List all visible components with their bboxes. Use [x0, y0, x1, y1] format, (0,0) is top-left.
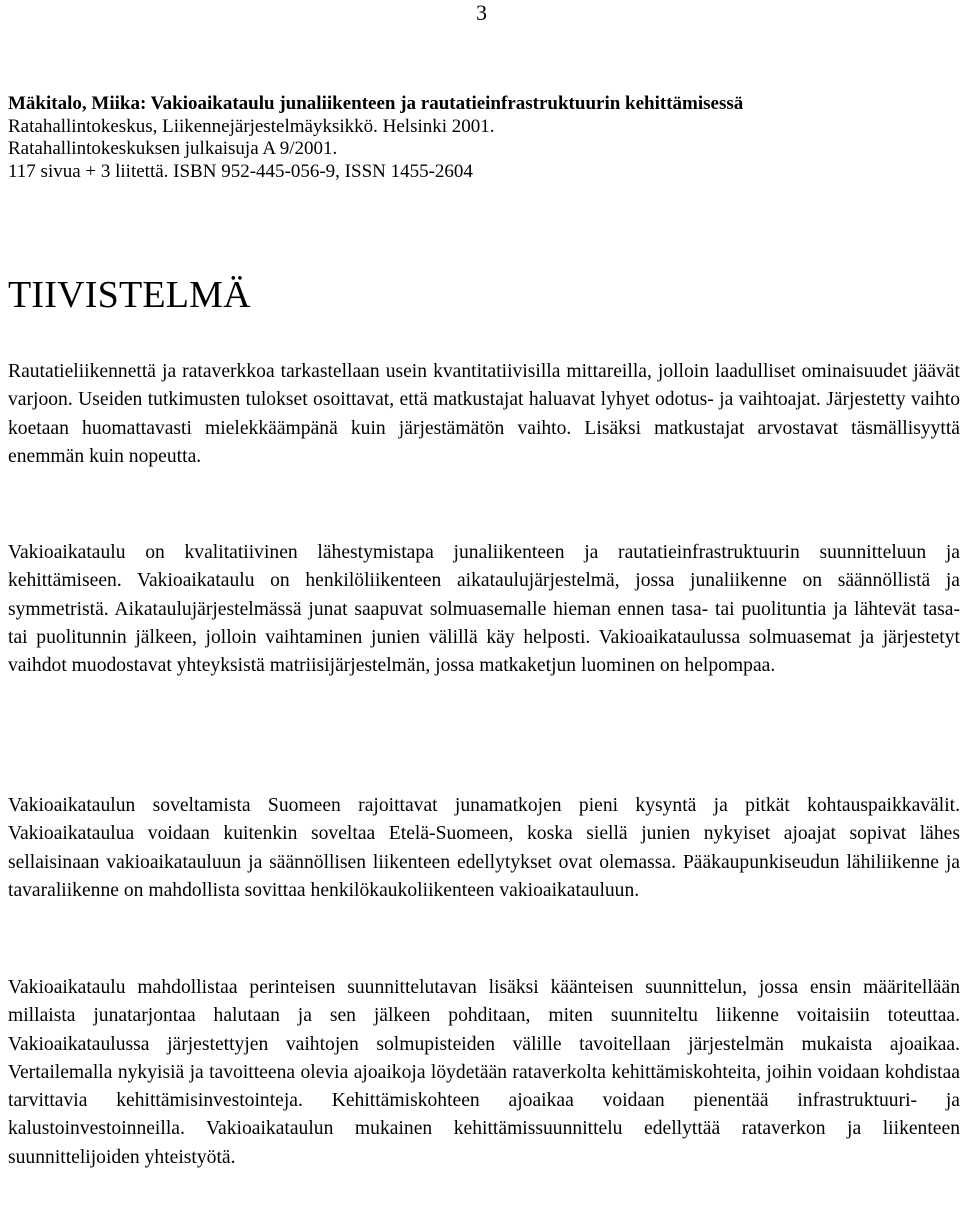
section-heading: TIIVISTELMÄ	[8, 274, 251, 316]
series-line: Ratahallintokeskuksen julkaisuja A 9/2001.	[8, 138, 338, 159]
abstract-paragraph-1: Rautatieliikennettä ja rataverkkoa tarkastellaan usein kvantitatiivisilla mittareilla, jolloin laadulliset ominaisuudet jäävät varjoon. Useiden tutkimusten tulokset osoittavat, että matkustajat haluavat lyhyet odotus- ja vaihtoajat. Järjestetty vaihto koetaan huomattavasti mielekkäämpänä kuin järjestämätön vaihto. Lisäksi matkustajat arvostavat täsmällisyyttä enemmän kuin nopeutta.	[8, 361, 960, 467]
details-line: 117 sivua + 3 liitettä. ISBN 952-445-056-9, ISSN 1455-2604	[8, 160, 473, 182]
page-number: 3	[476, 0, 487, 25]
abstract-paragraph-3: Vakioaikataulun soveltamista Suomeen rajoittavat junamatkojen pieni kysyntä ja pitkät kohtauspaikkavälit. Vakioaikataulua voidaan kuitenkin soveltaa Etelä-Suomeen, koska siellä junien nykyiset ajoajat sopivat lähes sellaisinaan vakioaikatauluun ja säännöllisen liikenteen edellytykset ovat olemassa. Pääkaupunkiseudun lähiliikenne ja tavaraliikenne on mahdollista sovittaa henkilökaukoliikenteen vakioaikatauluun.	[8, 795, 960, 901]
abstract-paragraph-2: Vakioaikataulu on kvalitatiivinen lähestymistapa junaliikenteen ja rautatieinfrastruktuurin suunnitteluun ja kehittämiseen. Vakioaikataulu on henkilöliikenteen aikataulujärjestelmä, jossa junaliikenne on säännöllistä ja symmetristä. Aikataulujärjestelmässä junat saapuvat solmuasemalle hieman ennen tasa- tai puolituntia ja lähtevät tasa- tai puolitunnin jälkeen, jolloin vaihtaminen junien välillä käy helposti. Vakioaikataulussa solmuasemat ja järjestetyt vaihdot muodostavat yhteyksistä matriisijärjestelmän, jossa matkaketjun luominen on helpompaa.	[8, 542, 960, 677]
abstract-paragraph-4: Vakioaikataulu mahdollistaa perinteisen suunnittelutavan lisäksi käänteisen suunnittelun, jossa ensin määritellään millaista junatarjontaa halutaan ja sen jälkeen pohditaan, miten suunniteltu liikenne voitaisiin toteuttaa. Vakioaikataulussa järjestettyjen vaihtojen solmupisteiden välille tavoitellaan järjestelmän mukaista ajoaikaa. Vertailemalla nykyisiä ja tavoitteena olevia ajoaikoja löydetään rataverkolta kehittämiskohteita, joihin voidaan kohdistaa tarvittavia kehittämisinvestointeja. Kehittämiskohteen ajoaikaa voidaan pienentää infrastruktuuri- ja kalustoinvestoinneilla. Vakioaikataulun mukainen kehittämissuunnittelu edellyttää rataverkon ja liikenteen suunnittelijoiden yhteistyötä.	[8, 977, 960, 1168]
author-and-title: Mäkitalo, Miika: Vakioaikataulu junaliikenteen ja rautatieinfrastruktuurin kehittämisessä	[8, 93, 744, 114]
bibliographic-info	[8, 93, 743, 183]
publisher-line: Ratahallintokeskus, Liikennejärjestelmäyksikkö. Helsinki 2001.	[8, 115, 495, 137]
